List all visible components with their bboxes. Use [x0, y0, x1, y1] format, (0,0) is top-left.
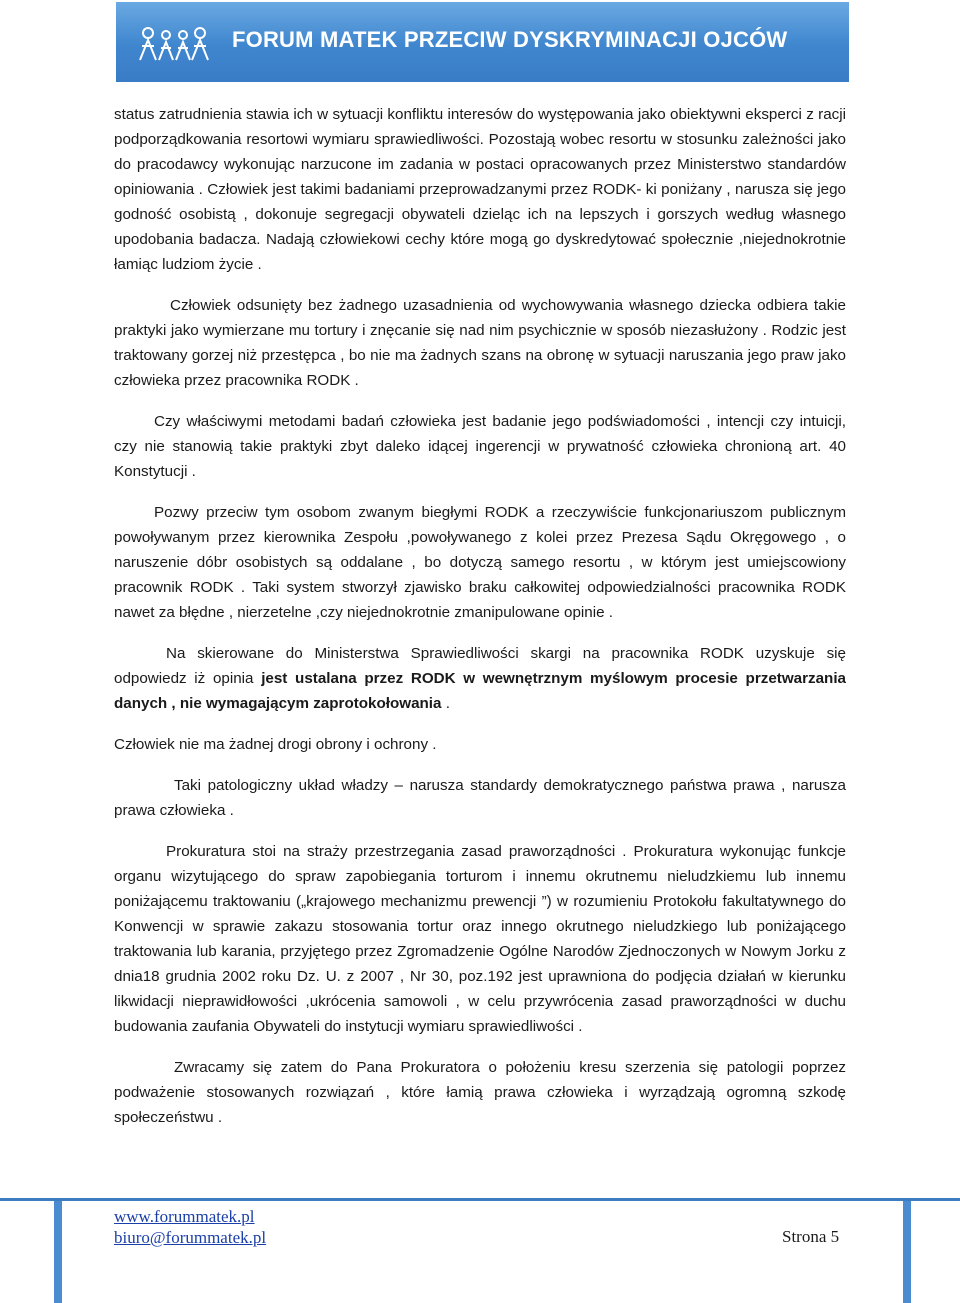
paragraph-4: Pozwy przeciw tym osobom zwanym biegłymi RODK a rzeczywiście funkcjonariuszom publicznym powoływanym przez kierownika Zespołu ,powoływanego z kolei przez Prezesa Sądu Okręgowego , o naruszenie dóbr osobistych są oddalane , bo dotyczą samego resortu , w którym jest umiejscowiony pracownik RODK . Taki system stworzył zjawisko braku całkowitej odpowiedzialności pracownika RODK nawet za błędne , nierzetelne ,czy niejednokrotnie zmanipulowane opinie .	[114, 504, 846, 621]
paragraph-5	[114, 641, 846, 716]
footer-links	[114, 1206, 266, 1248]
paragraph-1: status zatrudnienia stawia ich w sytuacji konfliktu interesów do występowania jako obiektywni eksperci z racji podporządkowania resortowi wymiaru sprawiedliwości. Pozostają wobec resortu w stosunku zależności jako do pracodawcy wykonując narzucone im zadania w postaci opracowanych przez Ministerstwo standardów opiniowania . Człowiek jest takimi badaniami przeprowadzanymi przez RODK- ki poniżany , narusza się jego godność osobistą , dokonuje segregacji obywateli dzieląc ich na lepszych i gorszych według własnego upodobania badacza. Nadają człowiekowi cechy które mogą go dyskredytować społecznie ,niejednokrotnie łamiąc ludziom życie .	[114, 106, 846, 273]
paragraph-5-bold: jest ustalana przez RODK w wewnętrznym myślowym procesie przetwarzania danych , nie wymagającym zaprotokołowania	[114, 670, 846, 712]
paragraph-2: Człowiek odsunięty bez żadnego uzasadnienia od wychowywania własnego dziecka odbiera takie praktyki jako wymierzane mu tortury i znęcanie się nad nim psychicznie w sposób niezasłużony . Rodzic jest traktowany gorzej niż przestępca , bo nie ma żadnych szans na obronę w sytuacji naruszania jego praw jako człowieka przez pracownika RODK .	[114, 297, 846, 389]
banner-title: FORUM MATEK PRZECIW DYSKRYMINACJI OJCÓW	[232, 27, 788, 52]
header-banner	[116, 2, 849, 82]
paragraph-8: Prokuratura stoi na straży przestrzegania zasad praworządności . Prokuratura wykonując funkcje organu wizytującego do spraw zapobiegania torturom i innemu okrutnemu nieludzkiemu lub innemu poniżającemu traktowaniu („krajowego mechanizmu prewencji ”) w rozumieniu Protokołu fakultatywnego do Konwencji w sprawie zakazu stosowania tortur oraz innego okrutnego nieludzkiego lub poniżającego traktowania lub karania, przyjętego przez Zgromadzenie Ogólne Narodów Zjednoczonych w Nowym Jorku z dnia18 grudnia 2002 roku Dz. U. z 2007 , Nr 30, poz.192 jest uprawniona do podjęcia działań w kierunku likwidacji nieprawidłowości ,ukrócenia samowoli , w celu przywrócenia zasad praworządności w duchu budowania zaufania Obywateli do instytucji wymiaru sprawiedliwości .	[114, 843, 846, 1035]
website-link[interactable]: www.forummatek.pl	[114, 1207, 255, 1226]
document-body	[114, 102, 846, 1130]
paragraph-7: Taki patologiczny układ władzy – narusza standardy demokratycznego państwa prawa , narusza prawa człowieka .	[114, 777, 846, 819]
page-number: Strona 5	[782, 1227, 840, 1246]
family-figures-icon	[138, 24, 210, 64]
paragraph-5-text: Na skierowane do Ministerstwa Sprawiedliwości skargi na pracownika RODK uzyskuje się odpowiedz iż opinia	[114, 645, 846, 687]
paragraph-9: Zwracamy się zatem do Pana Prokuratora o położeniu kresu szerzenia się patologii poprzez podważenie stosowanych rozwiązań , które łamią prawa człowieka i wyrządzają ogromną szkodę społeczeństwu .	[114, 1059, 846, 1126]
paragraph-5-tail: .	[441, 695, 450, 712]
paragraph-6: Człowiek nie ma żadnej drogi obrony i ochrony .	[114, 736, 437, 753]
email-link[interactable]: biuro@forummatek.pl	[114, 1228, 267, 1247]
footer-rule	[0, 1198, 960, 1201]
footer-bar-right	[903, 1201, 911, 1303]
paragraph-3: Czy właściwymi metodami badań człowieka jest badanie jego podświadomości , intencji czy intuicji, czy nie stanowią takie praktyki zbyt daleko idącej ingerencji w prywatność człowieka chronioną art. 40 Konstytucji .	[114, 413, 846, 480]
footer-bar-left	[54, 1201, 62, 1303]
